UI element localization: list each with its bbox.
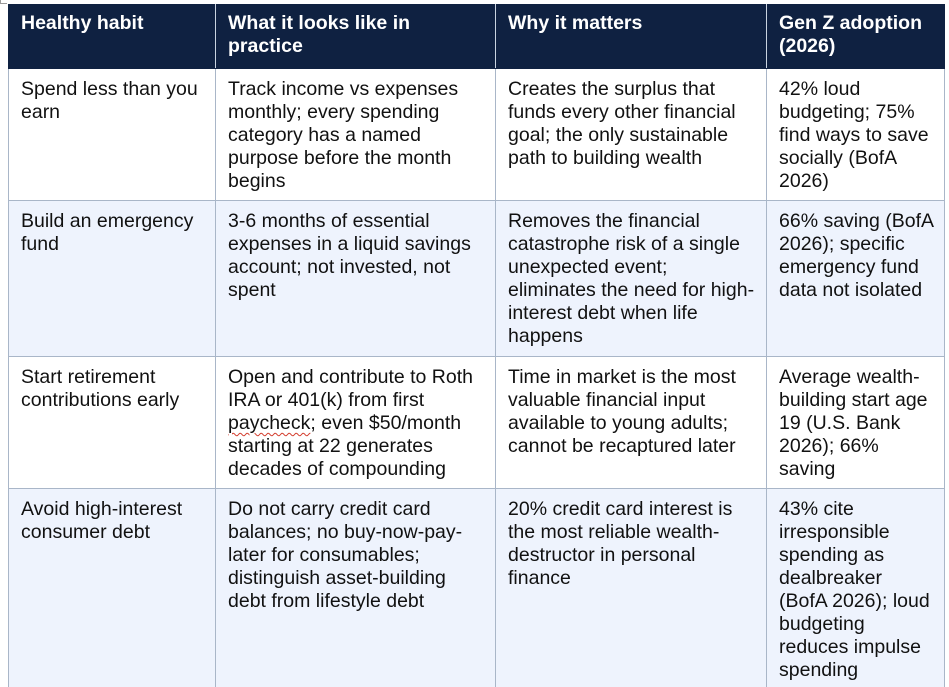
practice-text-start: Open and contribute to Roth IRA or 401(k) from first (228, 366, 473, 411)
spellcheck-flagged-word[interactable]: paycheck (228, 412, 311, 434)
table-row (9, 357, 945, 489)
header-what-it-looks-like: What it looks like in practice (216, 5, 496, 69)
header-healthy-habit: Healthy habit (9, 5, 216, 69)
table-row (9, 69, 945, 201)
table-row (9, 489, 945, 687)
habit-cell: Start retirement contributions early (9, 357, 216, 489)
why-cell: Creates the surplus that funds every other financial goal; the only sustainable path to building wealth (496, 69, 767, 201)
adoption-cell: Average wealth-building start age 19 (U.S. Bank 2026); 66% saving (767, 357, 945, 489)
header-why-it-matters: Why it matters (496, 5, 767, 69)
table-body (9, 69, 945, 687)
practice-text-end: ; even $50/month starting at 22 generates decades of compounding (228, 412, 462, 480)
header-gen-z-adoption: Gen Z adoption (2026) (767, 5, 945, 69)
why-cell: Time in market is the most valuable financial input available to young adults; cannot be recaptured later (496, 357, 767, 489)
practice-cell: Do not carry credit card balances; no buy-now-pay-later for consumables; distinguish asset-building debt from lifestyle debt (216, 489, 496, 687)
practice-cell (216, 357, 496, 489)
adoption-cell: 66% saving (BofA 2026); specific emergency fund data not isolated (767, 201, 945, 357)
table-row (9, 201, 945, 357)
habit-cell: Avoid high-interest consumer debt (9, 489, 216, 687)
adoption-cell: 42% loud budgeting; 75% find ways to save socially (BofA 2026) (767, 69, 945, 201)
practice-cell: 3-6 months of essential expenses in a liquid savings account; not invested, not spent (216, 201, 496, 357)
habit-cell: Build an emergency fund (9, 201, 216, 357)
adoption-cell: 43% cite irresponsible spending as dealbreaker (BofA 2026); loud budgeting reduces impulse spending (767, 489, 945, 687)
why-cell: Removes the financial catastrophe risk of a single unexpected event; eliminates the need for high-interest debt when life happens (496, 201, 767, 357)
practice-cell: Track income vs expenses monthly; every spending category has a named purpose before the month begins (216, 69, 496, 201)
header-row (9, 5, 945, 69)
habit-cell: Spend less than you earn (9, 69, 216, 201)
table-header (9, 5, 945, 69)
page-corner-mark (0, 0, 7, 4)
why-cell: 20% credit card interest is the most reliable wealth-destructor in personal finance (496, 489, 767, 687)
healthy-habits-table (8, 4, 945, 687)
